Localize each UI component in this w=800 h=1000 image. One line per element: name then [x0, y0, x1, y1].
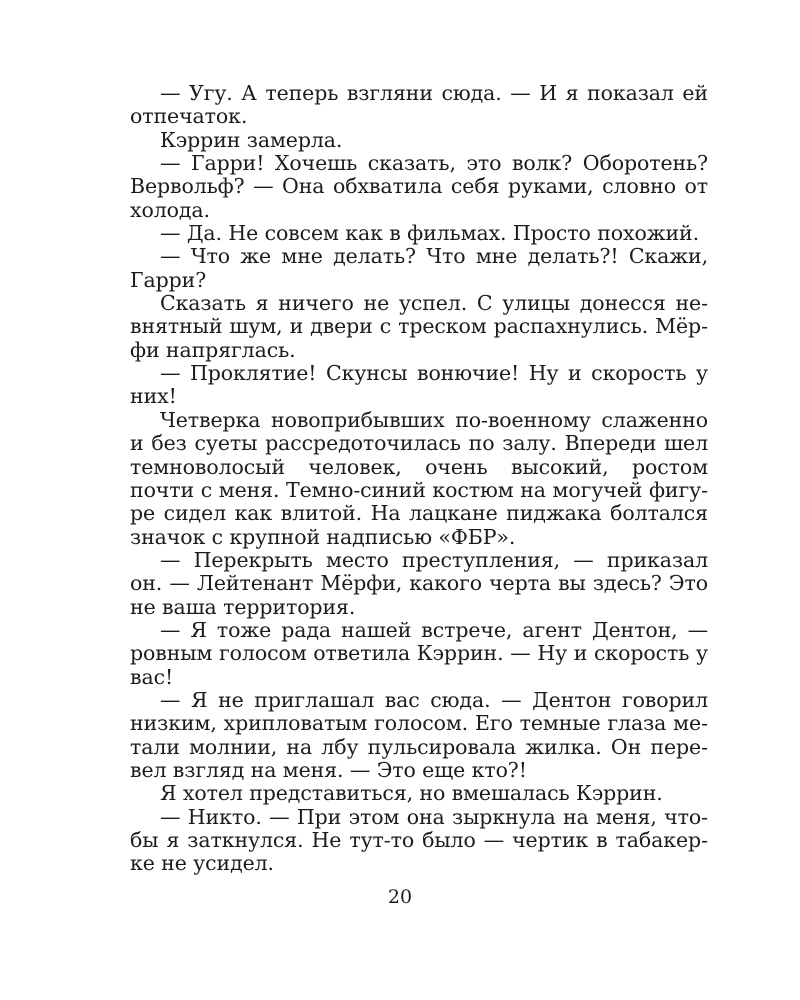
paragraph: — Гарри! Хочешь сказать, это волк? Оборотень? Вервольф? — Она обхватила себя руками, словно от холода.: [130, 151, 708, 222]
body-text: [130, 82, 708, 876]
paragraph: — Я не приглашал вас сюда. — Дентон говорил низким, хрипловатым голосом. Его темные глаза метали молнии, на лбу пульсировала жилка. Он перевел взгляд на меня. — Это еще кто?!: [130, 687, 708, 782]
paragraph: — Перекрыть место преступления, — приказал он. — Лейтенант Мёрфи, какого черта вы здесь? Это не ваша территория.: [130, 547, 708, 619]
page-number: 20: [387, 886, 413, 908]
paragraph: Кэррин замерла.: [160, 127, 343, 152]
paragraph: — Никто. — При этом она зыркнула на меня, чтобы я заткнулся. Не тут-то было — чертик в табакерке не усидел.: [130, 804, 708, 876]
paragraph: Я хотел представиться, но вмешалась Кэррин.: [160, 781, 663, 806]
paragraph: — Проклятие! Скунсы вонючие! Ну и скорость у них!: [130, 361, 708, 409]
paragraph: — Что же мне делать? Что мне делать?! Скажи, Гарри?: [130, 244, 708, 292]
paragraph: — Я тоже рада нашей встрече, агент Дентон, — ровным голосом ответила Кэррин. — Ну и скорость у вас!: [130, 617, 708, 689]
paragraph: — Да. Не совсем как в фильмах. Просто похожий.: [160, 221, 700, 246]
paragraph: Четверка новоприбывших по-военному слаженно и без суеты рассредоточилась по залу. Впереди шел темноволосый человек, очень высокий, ростом почти с меня. Темно-синий костюм на могучей фигуре сидел как влитой. На лацкане пиджака болтался значок с крупной надписью «ФБР».: [130, 407, 708, 549]
paragraph: Сказать я ничего не успел. С улицы донесся невнятный шум, и двери с треском распахнулись. Мёрфи напряглась.: [130, 291, 708, 362]
paragraph: — Угу. А теперь взгляни сюда. — И я показал ей отпечаток.: [130, 81, 708, 129]
